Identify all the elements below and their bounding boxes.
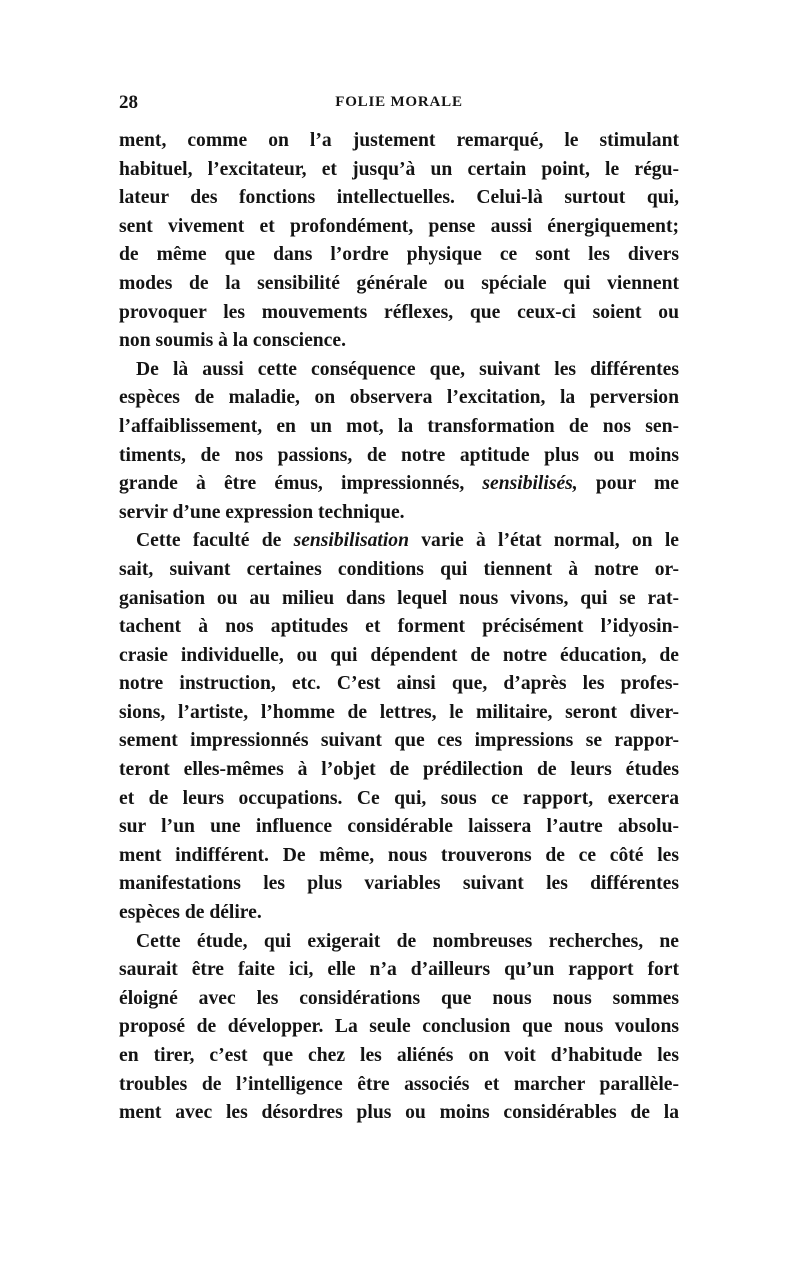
text-line: saurait être faite ici, elle n’a d’ailleurs qu’un rapport fort [119,959,679,981]
text-line: de même que dans l’ordre physique ce sont les divers [119,244,679,266]
text-line: teront elles-mêmes à l’objet de prédilection de leurs études [119,759,679,781]
text-line: timents, de nos passions, de notre aptitude plus ou moins [119,444,679,466]
text-line: sait, suivant certaines conditions qui tiennent à notre or- [119,558,679,580]
text-line: tachent à nos aptitudes et forment précisément l’idyosin- [119,616,679,638]
text-line: proposé de développer. La seule conclusion que nous voulons [119,1016,679,1038]
text-line: notre instruction, etc. C’est ainsi que, d’après les profes- [119,673,679,695]
text-segment: Cette faculté de [136,530,294,552]
running-header [119,92,679,118]
body-text [119,127,679,1128]
paragraph-start-line: Cette étude, qui exigerait de nombreuses recherches, ne [136,930,679,952]
page-number: 28 [119,92,138,113]
text-line: et de leurs occupations. Ce qui, sous ce rapport, exercera [119,787,679,809]
italic-term: sensibilisation [293,530,409,552]
text-line: lateur des fonctions intellectuelles. Celui-là surtout qui, [119,187,679,209]
text-line [119,470,679,499]
text-line: ment avec les désordres plus ou moins considérables de la [119,1102,679,1124]
text-line: provoquer les mouvements réflexes, que ceux-ci soient ou [119,301,679,323]
text-segment: pour me [577,473,679,495]
text-line: en tirer, c’est que chez les aliénés on voit d’habitude les [119,1045,679,1066]
text-line: l’affaiblissement, en un mot, la transformation de nos sen- [119,415,679,437]
text-line: sur l’un une influence considérable laissera l’autre absolu- [119,816,679,838]
text-line: troubles de l’intelligence être associés et marcher parallèle- [119,1073,679,1095]
text-line: manifestations les plus variables suivant les différentes [119,873,679,895]
text-line: habituel, l’excitateur, et jusqu’à un certain point, le régu- [119,158,679,180]
text-segment: grande à être émus, impressionnés, [119,473,483,495]
text-line: sement impressionnés suivant que ces impressions se rappor- [119,730,679,752]
text-segment: varie à l’état normal, on le [408,530,679,552]
paragraph-start-line: De là aussi cette conséquence que, suivant les différentes [136,358,679,380]
text-line: ment, comme on l’a justement remarqué, le stimulant [119,130,679,151]
text-line: sions, l’artiste, l’homme de lettres, le militaire, seront diver- [119,701,679,723]
text-line: ment indifférent. De même, nous trouverons de ce côté les [119,844,679,866]
running-title: FOLIE MORALE [335,94,463,110]
italic-term: sensibilisés, [482,473,578,495]
text-line: crasie individuelle, ou qui dépendent de notre éducation, de [119,644,679,666]
text-line: ganisation ou au milieu dans lequel nous vivons, qui se rat- [119,587,679,609]
paragraph-end-line: servir d’une expression technique. [119,501,405,523]
text-line: modes de la sensibilité générale ou spéciale qui viennent [119,272,679,294]
text-line: sent vivement et profondément, pense aussi énergiquement; [119,215,679,237]
text-line: éloigné avec les considérations que nous nous sommes [119,987,679,1009]
text-line: espèces de maladie, on observera l’excitation, la perversion [119,387,679,409]
paragraph-end-line: espèces de délire. [119,902,262,924]
paragraph-end-line: non soumis à la conscience. [119,330,346,352]
paragraph-start-line [119,527,679,556]
